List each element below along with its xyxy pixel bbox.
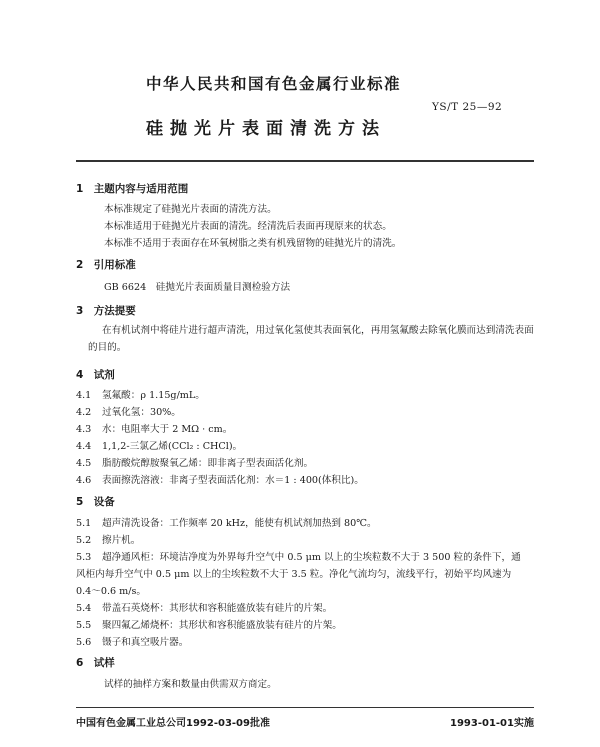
section-heading-5: 5 设备 [76, 496, 115, 508]
section-heading-6: 6 试样 [76, 657, 115, 669]
reagent-item: 4.2 过氧化氢：30%。 [76, 407, 181, 418]
section-3-paragraph: 在有机试剂中将硅片进行超声清洗，用过氧化氢使其表面氧化，再用氢氟酸去除氧化膜而达到清洗表面的目的。 [88, 325, 534, 353]
footer-rule [76, 707, 534, 708]
standard-code: YS/T 25—92 [432, 101, 503, 113]
equipment-item-continuation: 0.4～0.6 m/s。 [76, 586, 147, 597]
header-rule [76, 160, 534, 162]
equipment-item: 5.4 带盖石英烧杯：其形状和容积能盛放装有硅片的片架。 [76, 603, 333, 614]
section-6-line-1: 试样的抽样方案和数量由供需双方商定。 [104, 679, 277, 690]
reagent-item: 4.4 1,1,2-三氯乙烯(CCl₂ : CHCl)。 [76, 441, 243, 452]
reagent-item: 4.6 表面擦洗溶液：非离子型表面活化剂：水＝1 : 400(体积比)。 [76, 475, 364, 486]
org-title: 中华人民共和国有色金属行业标准 [146, 75, 402, 93]
section-1-line-2: 本标准适用于硅抛光片表面的清洗。经清洗后表面再现原来的状态。 [104, 221, 392, 232]
section-1-line-1: 本标准规定了硅抛光片表面的清洗方法。 [104, 204, 277, 215]
section-heading-1: 1 主题内容与适用范围 [76, 183, 189, 195]
reagent-item: 4.3 水：电阻率大于 2 MΩ · cm。 [76, 424, 233, 435]
section-1-line-3: 本标准不适用于表面存在环氧树脂之类有机残留物的硅抛光片的清洗。 [104, 238, 402, 249]
approval-line: 中国有色金属工业总公司1992-03-09批准 [76, 718, 270, 729]
section-heading-3: 3 方法提要 [76, 305, 136, 317]
equipment-item: 5.5 聚四氟乙烯烧杯：其形状和容积能盛放装有硅片的片架。 [76, 620, 342, 631]
effective-line: 1993-01-01实施 [450, 718, 534, 729]
reagent-item: 4.1 氢氟酸：ρ 1.15g/mL。 [76, 390, 205, 401]
section-heading-4: 4 试剂 [76, 369, 115, 381]
equipment-item: 5.3 超净通风柜：环境洁净度为外界每升空气中 0.5 μm 以上的尘埃粒数不大于 3 500 粒的条件下，通 [76, 552, 521, 563]
section-2-line-1: GB 6624 硅抛光片表面质量目测检验方法 [104, 282, 291, 293]
section-heading-2: 2 引用标准 [76, 259, 136, 271]
equipment-item: 5.6 镊子和真空吸片器。 [76, 637, 189, 648]
equipment-item-continuation: 风柜内每升空气中 0.5 μm 以上的尘埃粒数不大于 3.5 粒。净化气流均匀，流线平行，初始平均风速为 [76, 569, 512, 580]
reagent-item: 4.5 脂肪酸烷醇胺聚氧乙烯：即非离子型表面活化剂。 [76, 458, 314, 469]
doc-title: 硅抛光片表面清洗方法 [146, 119, 386, 139]
equipment-item: 5.1 超声清洗设备：工作频率 20 kHz，能使有机试剂加热到 80℃。 [76, 518, 377, 529]
equipment-item: 5.2 擦片机。 [76, 535, 141, 546]
